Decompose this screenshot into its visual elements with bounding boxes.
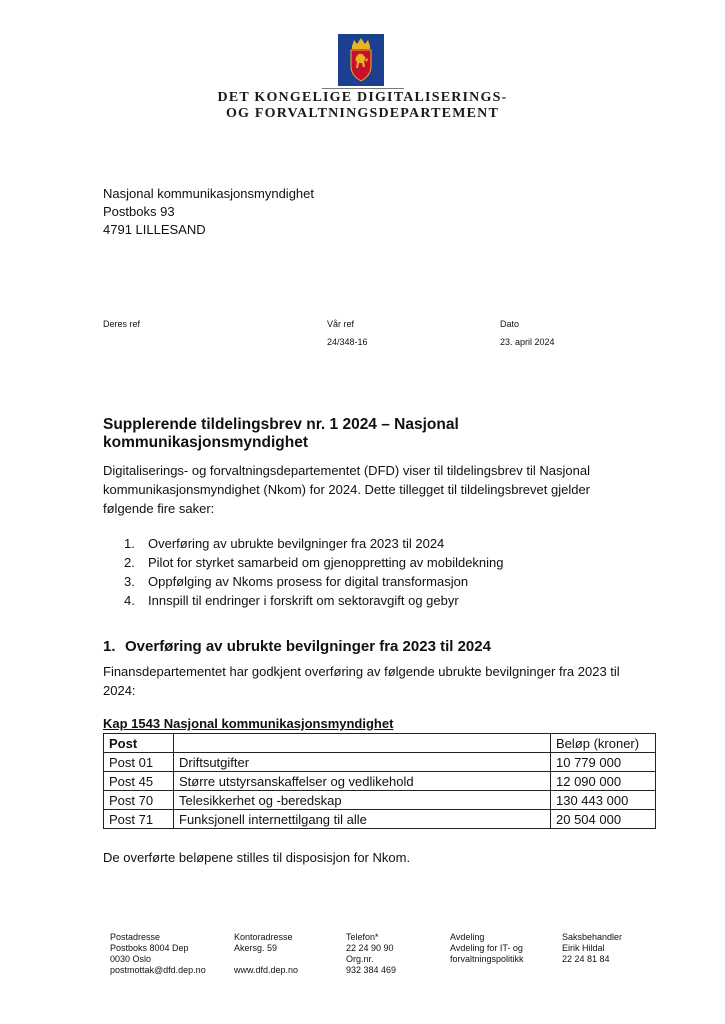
footer-postadresse [110,932,206,976]
footer-saksbehandler [562,932,622,965]
list-item-text: Oppfølging av Nkoms prosess for digital transformasjon [148,574,469,589]
footer-kontoradresse-line [234,954,298,965]
list-item-text: Overføring av ubrukte bevilgninger fra 2023 til 2024 [148,536,445,551]
footer-postadresse-line: Postboks 8004 Dep [110,943,189,953]
saker-list [103,534,643,610]
table-row [104,753,656,772]
cell-description: Telesikkerhet og -beredskap [174,791,551,810]
list-item [103,591,643,610]
section-1-number: 1. [103,638,116,655]
header-divider [322,88,404,89]
footer-telefon-label: Telefon* [346,932,379,942]
list-item-text: Innspill til endringer i forskrift om sektoravgift og gebyr [148,593,459,608]
intro-paragraph: Digitaliserings- og forvaltningsdepartementet (DFD) viser til tildelingsbrev til Nasjonal kommunikasjonsmyndighet (Nkom) for 2024. Dette tillegget til tildelingsbrevet gjelder følgende fire saker: [103,463,591,516]
list-item-number: 3. [124,574,135,589]
list-item [103,534,643,553]
cell-amount: 130 443 000 [551,791,656,810]
footer-orgnr-value: 932 384 469 [346,965,397,975]
deres-ref-label: Deres ref [103,319,141,329]
cell-description: Funksjonell internettilgang til alle [174,810,551,829]
footer-website: www.dfd.dep.no [234,965,299,975]
section-1-title: Overføring av ubrukte bevilgninger fra 2023 til 2024 [125,638,491,655]
recipient-name: Nasjonal kommunikasjonsmyndighet [103,186,314,201]
footer-avdeling [450,932,524,965]
cell-post: Post 70 [104,791,174,810]
ministry-name-line-2: OG FORVALTNINGSDEPARTEMENT [225,106,500,121]
closing-paragraph: De overførte beløpene stilles til disposisjon for Nkom. [103,850,411,865]
cell-description: Driftsutgifter [174,753,551,772]
footer-avdeling-line: forvaltningspolitikk [450,954,524,964]
footer-saksbehandler-phone: 22 24 81 84 [562,954,610,964]
cell-post: Post 01 [104,753,174,772]
header-amount: Beløp (kroner) [551,734,656,753]
cell-amount: 12 090 000 [551,772,656,791]
list-item [103,572,643,591]
footer-kontoradresse-line: Akersg. 59 [234,943,278,953]
ministry-name-line-1: DET KONGELIGE DIGITALISERINGS- [217,90,508,105]
footer-postadresse-line: 0030 Oslo [110,954,152,964]
footer-avdeling-line: Avdeling for IT- og [450,943,523,953]
cell-post: Post 45 [104,772,174,791]
footer-saksbehandler-name: Eirik Hildal [562,943,605,953]
cell-amount: 20 504 000 [551,810,656,829]
recipient-address: Postboks 93 [103,204,175,219]
footer-email: postmottak@dfd.dep.no [110,965,206,975]
section-1-heading [103,638,491,655]
list-item-number: 2. [124,555,135,570]
header-description [174,734,551,753]
table-header-row [104,734,656,753]
var-ref-value: 24/348-16 [327,337,368,347]
royal-crest-icon [338,34,384,86]
table-row [104,810,656,829]
list-item [103,553,643,572]
table-row [104,791,656,810]
footer-telefon-number: 22 24 90 90 [346,943,394,953]
cell-description: Større utstyrsanskaffelser og vedlikehold [174,772,551,791]
dato-value: 23. april 2024 [500,337,555,347]
table-row [104,772,656,791]
footer-postadresse-label: Postadresse [110,932,161,942]
footer-avdeling-label: Avdeling [450,932,485,942]
var-ref-label: Vår ref [327,319,355,329]
list-item-number: 4. [124,593,135,608]
cell-amount: 10 779 000 [551,753,656,772]
cell-post: Post 71 [104,810,174,829]
recipient-city: 4791 LILLESAND [103,222,206,237]
list-item-number: 1. [124,536,135,551]
header-post: Post [104,734,174,753]
footer-saksbehandler-label: Saksbehandler [562,932,623,942]
letter-title: Supplerende tildelingsbrev nr. 1 2024 – Nasjonal kommunikasjonsmyndighet [103,416,459,451]
appropriations-table [103,733,656,829]
footer-kontoradresse [234,932,298,976]
transfer-paragraph: Finansdepartementet har godkjent overføring av følgende ubrukte bevilgninger fra 2023 til 2024: [103,664,620,698]
footer-telefon [346,932,396,976]
dato-label: Dato [500,319,520,329]
footer-kontoradresse-label: Kontoradresse [234,932,293,942]
list-item-text: Pilot for styrket samarbeid om gjenoppretting av mobildekning [148,555,504,570]
footer-orgnr-label: Org.nr. [346,954,374,964]
table-title: Kap 1543 Nasjonal kommunikasjonsmyndighet [103,716,394,731]
